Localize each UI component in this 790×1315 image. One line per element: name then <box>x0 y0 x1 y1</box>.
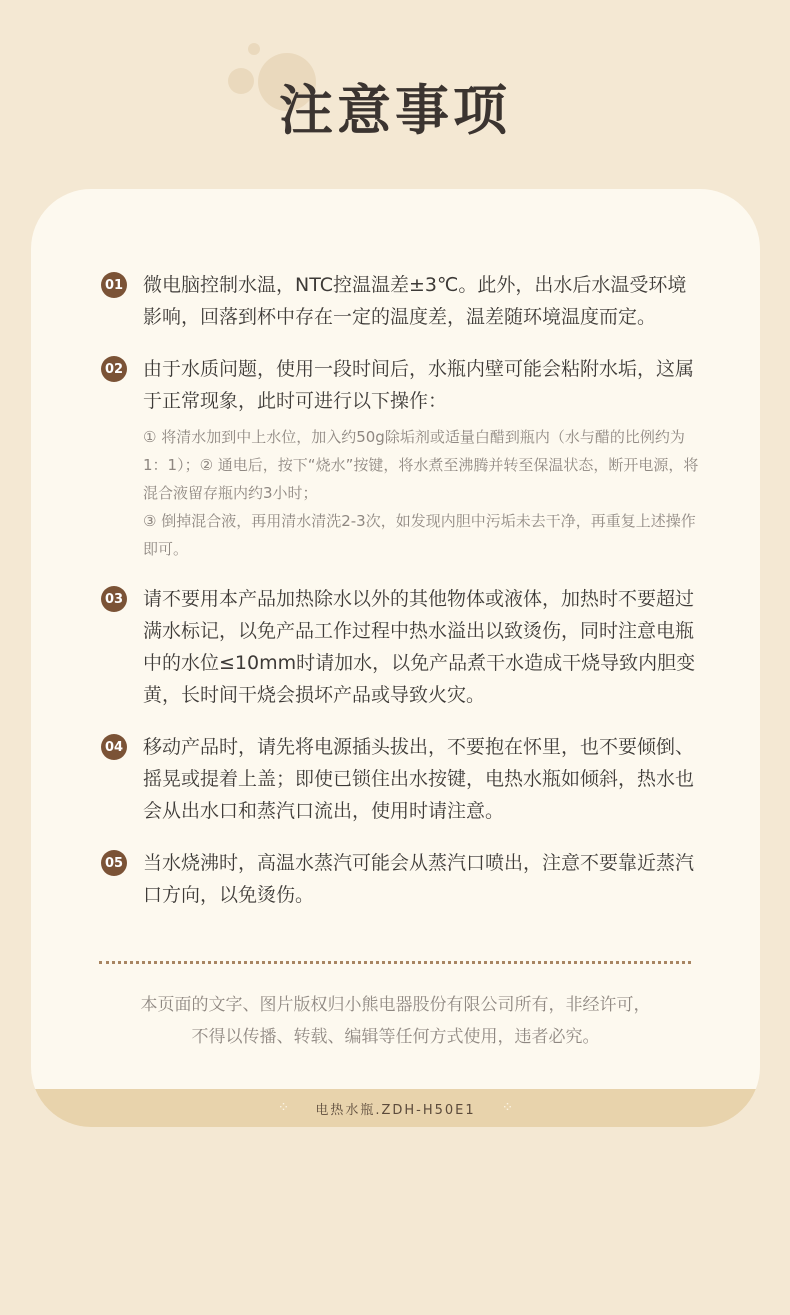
product-model: 电热水瓶.ZDH-H50E1 <box>315 1102 476 1118</box>
item-number-badge: 01 <box>101 272 127 298</box>
header <box>0 0 790 190</box>
item-number-badge: 03 <box>101 586 127 612</box>
item-number-badge: 04 <box>101 734 127 760</box>
footer-band <box>31 1089 760 1127</box>
item-text: 微电脑控制水温，NTC控温温差±3℃。此外，出水后水温受环境影响，回落到杯中存在一定的温度差，温差随环境温度而定。 <box>143 274 687 328</box>
item-text: 当水烧沸时，高温水蒸汽可能会从蒸汽口喷出，注意不要靠近蒸汽口方向，以免烫伤。 <box>143 852 695 906</box>
dots-decoration-icon: ⁘ <box>277 1100 290 1116</box>
item-subtext-2: ③ 倒掉混合液，再用清水清洗2-3次，如发现内胆中污垢未去干净，再重复上述操作即可。 <box>143 512 696 558</box>
decorative-circle-small <box>248 43 260 55</box>
dotted-divider <box>99 961 691 964</box>
item-subtext-1: ① 将清水加到中上水位，加入约50g除垢剂或适量白醋到瓶内（水与醋的比例约为1：1）；② 通电后，按下“烧水”按键，将水煮至沸腾并转至保温状态，断开电源，将混合液留存瓶内约3小时； <box>143 428 699 502</box>
notice-list <box>101 269 701 931</box>
notice-item-02 <box>101 353 701 563</box>
item-text: 由于水质问题，使用一段时间后，水瓶内壁可能会粘附水垢，这属于正常现象，此时可进行以下操作： <box>143 358 695 412</box>
notice-item-01 <box>101 269 701 333</box>
page-title: 注意事项 <box>279 79 511 142</box>
dots-decoration-icon: ⁘ <box>501 1100 514 1116</box>
item-number-badge: 02 <box>101 356 127 382</box>
copyright-notice <box>71 989 720 1053</box>
copyright-line-2: 不得以传播、转载、编辑等任何方式使用，违者必究。 <box>191 1027 600 1047</box>
copyright-line-1: 本页面的文字、图片版权归小熊电器股份有限公司所有，非经许可， <box>140 995 651 1015</box>
item-number-badge: 05 <box>101 850 127 876</box>
item-text: 移动产品时，请先将电源插头拔出，不要抱在怀里，也不要倾倒、摇晃或提着上盖；即使已锁住出水按键，电热水瓶如倾斜，热水也会从出水口和蒸汽口流出，使用时请注意。 <box>143 736 695 822</box>
notice-card <box>31 189 760 1127</box>
notice-item-05 <box>101 847 701 911</box>
item-text: 请不要用本产品加热除水以外的其他物体或液体，加热时不要超过满水标记，以免产品工作过程中热水溢出以致烫伤，同时注意电瓶中的水位≤10mm时请加水，以免产品煮干水造成干烧导致内胆变黄，长时间干烧会损坏产品或导致火灾。 <box>143 588 696 706</box>
notice-item-04 <box>101 731 701 827</box>
notice-item-03 <box>101 583 701 711</box>
